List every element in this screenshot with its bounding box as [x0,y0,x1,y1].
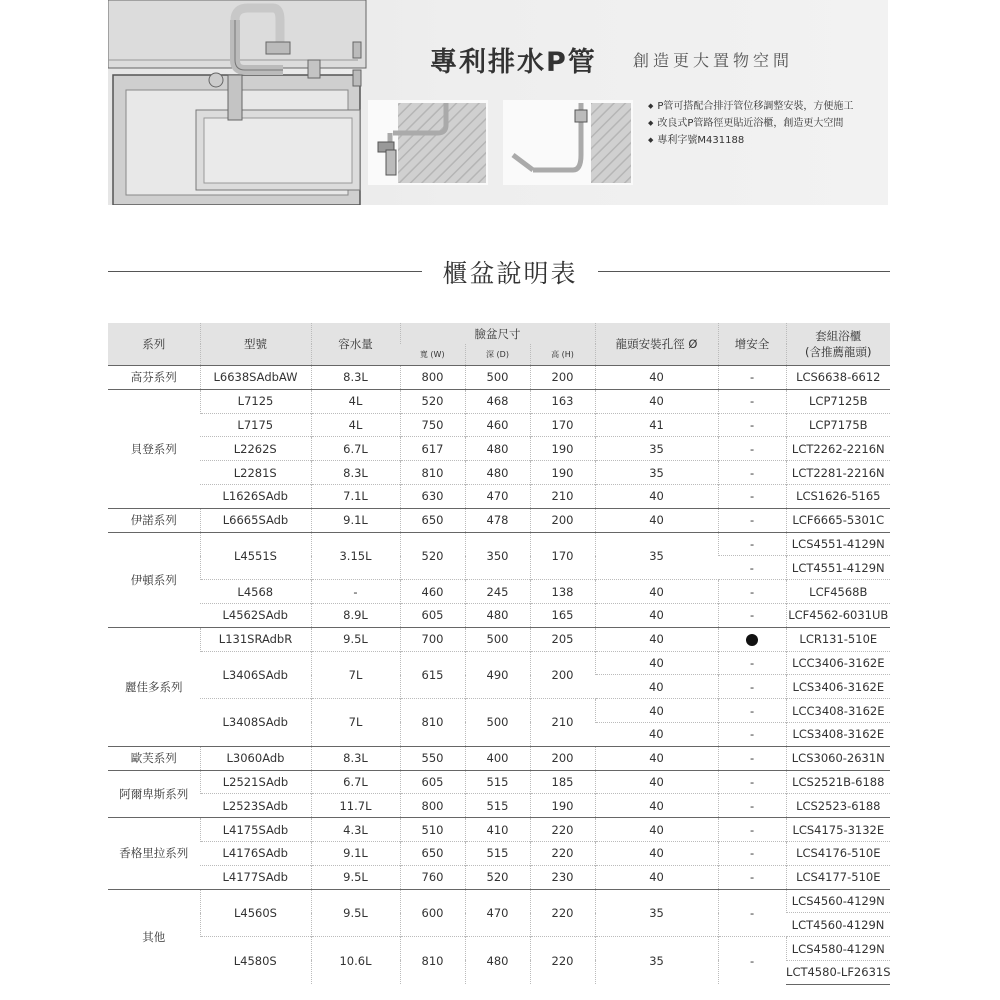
cell-faucet-hole: 41 [595,413,718,437]
cell-safety: - [718,937,786,985]
header-height: 高 (H) [530,344,595,366]
cell-width: 550 [400,746,465,770]
cell-capacity: 7L [311,699,400,747]
cell-height: 220 [530,818,595,842]
banner-title: 專利排水P管 [430,47,597,78]
cell-safety: - [718,437,786,461]
cell-model: L7125 [200,389,311,413]
header-series: 系列 [108,323,200,366]
cell-faucet-hole: 40 [595,794,718,818]
cell-model: L7175 [200,413,311,437]
cell-depth: 500 [465,627,530,651]
cell-series: 阿爾卑斯系列 [108,770,200,818]
cell-faucet-hole: 40 [595,366,718,390]
cell-faucet-hole: 40 [595,580,718,604]
table-row [108,937,890,961]
cell-width: 605 [400,603,465,627]
cell-model: L4568 [200,580,311,604]
cell-height: 220 [530,937,595,985]
table-row [108,389,890,413]
table-row [108,532,890,556]
cell-set: LCS6638-6612 [786,366,890,390]
cell-safety: - [718,508,786,532]
header-capacity: 容水量 [311,323,400,366]
cell-depth: 480 [465,437,530,461]
cell-capacity: 11.7L [311,794,400,818]
cell-depth: 470 [465,484,530,508]
table-row [108,508,890,532]
cell-faucet-hole: 40 [595,722,718,746]
cell-faucet-hole: 40 [595,651,718,675]
cell-safety: - [718,865,786,889]
cell-height: 190 [530,461,595,485]
cell-height: 190 [530,437,595,461]
cell-model: L4175SAdb [200,818,311,842]
cell-capacity: 9.5L [311,627,400,651]
cell-safety: - [718,366,786,390]
cell-height: 163 [530,389,595,413]
cell-model: L6665SAdb [200,508,311,532]
bullet-icon: ◆ [648,136,654,144]
cell-model: L2281S [200,461,311,485]
cell-depth: 500 [465,699,530,747]
cell-safety: - [718,413,786,437]
cell-faucet-hole: 40 [595,603,718,627]
cell-width: 800 [400,366,465,390]
cell-height: 200 [530,508,595,532]
cell-capacity: 9.5L [311,865,400,889]
table-row [108,484,890,508]
cell-series: 歐芙系列 [108,746,200,770]
table-row [108,603,890,627]
cell-set: LCT4551-4129N [786,556,890,580]
cell-width: 800 [400,794,465,818]
cell-depth: 515 [465,770,530,794]
cell-depth: 500 [465,366,530,390]
cell-safety: - [718,699,786,723]
cell-model: L2262S [200,437,311,461]
cell-set: LCC3406-3162E [786,651,890,675]
cell-capacity: 8.3L [311,746,400,770]
cell-set: LCS3406-3162E [786,675,890,699]
cell-width: 630 [400,484,465,508]
cell-width: 520 [400,389,465,413]
cell-width: 650 [400,508,465,532]
cell-height: 200 [530,746,595,770]
cell-width: 605 [400,770,465,794]
cell-set: LCF6665-5301C [786,508,890,532]
feature-item: ◆ 改良式P管路徑更貼近浴櫃，創造更大空間 [648,118,844,129]
cell-width: 460 [400,580,465,604]
product-banner [108,0,888,205]
cell-depth: 520 [465,865,530,889]
cell-model: L131SRAdbR [200,627,311,651]
cell-model: L4177SAdb [200,865,311,889]
cell-depth: 480 [465,603,530,627]
cell-faucet-hole: 40 [595,865,718,889]
cell-set: LCS4177-510E [786,865,890,889]
cell-safety: - [718,461,786,485]
cell-set: LCS4551-4129N [786,532,890,556]
cell-height: 165 [530,603,595,627]
table-row [108,580,890,604]
cell-model: L6638SAdbAW [200,366,311,390]
cell-safety: - [718,722,786,746]
cell-faucet-hole: 40 [595,627,718,651]
cell-set: LCT2262-2216N [786,437,890,461]
cell-faucet-hole: 35 [595,937,718,985]
cell-capacity: 9.1L [311,508,400,532]
cell-series: 麗佳多系列 [108,627,200,746]
p-trap-diagram-before [368,100,488,185]
cell-depth: 480 [465,461,530,485]
cell-capacity: 7.1L [311,484,400,508]
header-model: 型號 [200,323,311,366]
cell-capacity: 4L [311,389,400,413]
cell-capacity: 4.3L [311,818,400,842]
cell-capacity: 4L [311,413,400,437]
cell-series: 其他 [108,889,200,984]
cell-set: LCT2281-2216N [786,461,890,485]
cell-capacity: 6.7L [311,770,400,794]
header-set-note: (含推薦龍頭) [805,345,872,359]
table-row [108,627,890,651]
cell-set: LCS3060-2631N [786,746,890,770]
cell-width: 650 [400,841,465,865]
cell-model: L4551S [200,532,311,580]
cell-model: L1626SAdb [200,484,311,508]
cell-faucet-hole: 35 [595,889,718,937]
cell-depth: 490 [465,651,530,699]
cell-series: 高芬系列 [108,366,200,390]
cell-faucet-hole: 40 [595,818,718,842]
cell-height: 185 [530,770,595,794]
table-row [108,865,890,889]
cell-safety: - [718,532,786,556]
cell-safety: - [718,484,786,508]
cell-capacity: - [311,580,400,604]
cell-faucet-hole: 40 [595,770,718,794]
cell-set: LCR131-510E [786,627,890,651]
cell-capacity: 8.3L [311,366,400,390]
cell-safety: - [718,556,786,580]
cell-width: 617 [400,437,465,461]
cell-height: 138 [530,580,595,604]
cell-faucet-hole: 35 [595,437,718,461]
cell-set: LCF4562-6031UB [786,603,890,627]
cell-model: L4580S [200,937,311,985]
cell-height: 190 [530,794,595,818]
cell-set: LCS3408-3162E [786,722,890,746]
cell-width: 700 [400,627,465,651]
table-row [108,437,890,461]
feature-item: ◆ 專利字號M431188 [648,135,745,146]
cell-set: LCS4176-510E [786,841,890,865]
table-row [108,770,890,794]
cell-faucet-hole: 40 [595,675,718,699]
cell-height: 210 [530,699,595,747]
header-depth: 深 (D) [465,344,530,366]
cell-model: L3060Adb [200,746,311,770]
cell-safety [718,627,786,651]
cell-depth: 245 [465,580,530,604]
table-row [108,699,890,723]
table-row [108,461,890,485]
p-trap-diagram-after [503,100,633,185]
cell-safety: - [718,889,786,937]
feature-item: ◆ P管可搭配合排汙管位移調整安裝，方便施工 [648,101,854,112]
cell-safety: - [718,389,786,413]
cell-set: LCS4580-4129N [786,937,890,961]
cell-depth: 350 [465,532,530,580]
cell-set: LCS2523-6188 [786,794,890,818]
cell-model: L3408SAdb [200,699,311,747]
cell-depth: 470 [465,889,530,937]
cell-set: LCS2521B-6188 [786,770,890,794]
cell-width: 510 [400,818,465,842]
cell-width: 810 [400,937,465,985]
table-row [108,413,890,437]
table-row [108,889,890,913]
cell-series: 香格里拉系列 [108,818,200,889]
header-basin-size: 臉盆尺寸 [400,323,595,344]
cell-model: L2521SAdb [200,770,311,794]
cell-model: L4562SAdb [200,603,311,627]
cell-width: 520 [400,532,465,580]
cell-depth: 460 [465,413,530,437]
cell-faucet-hole: 40 [595,699,718,723]
cell-height: 220 [530,889,595,937]
cell-faucet-hole: 40 [595,484,718,508]
cell-capacity: 8.3L [311,461,400,485]
cell-model: L2523SAdb [200,794,311,818]
table-row [108,651,890,675]
cell-height: 170 [530,413,595,437]
table-row [108,818,890,842]
table-row [108,794,890,818]
cell-width: 615 [400,651,465,699]
cell-model: L4560S [200,889,311,937]
cell-set: LCP7125B [786,389,890,413]
cell-width: 810 [400,461,465,485]
cell-set: LCS1626-5165 [786,484,890,508]
header-faucet-hole: 龍頭安裝孔徑 Ø [595,323,718,366]
cell-height: 200 [530,366,595,390]
cell-depth: 410 [465,818,530,842]
cell-depth: 480 [465,937,530,985]
header-safety: 增安全 [718,323,786,366]
cell-capacity: 6.7L [311,437,400,461]
cell-safety: - [718,675,786,699]
cell-faucet-hole: 35 [595,532,718,580]
table-row [108,366,890,390]
cell-set: LCT4560-4129N [786,913,890,937]
cell-faucet-hole: 40 [595,389,718,413]
section-divider-left [108,271,422,272]
cell-height: 230 [530,865,595,889]
header-set-label: 套組浴櫃 [815,329,862,343]
header-width: 寬 (W) [400,344,465,366]
bullet-icon: ◆ [648,119,654,127]
cell-set: LCT4580-LF2631S [786,960,890,984]
cell-series: 伊諾系列 [108,508,200,532]
cell-faucet-hole: 40 [595,746,718,770]
cell-faucet-hole: 40 [595,508,718,532]
cell-height: 210 [530,484,595,508]
cabinet-p-trap-illustration [108,0,408,205]
cell-width: 600 [400,889,465,937]
cell-faucet-hole: 40 [595,841,718,865]
cell-safety: - [718,841,786,865]
banner-subtitle: 創造更大置物空間 [633,51,794,70]
cell-safety: - [718,770,786,794]
cell-width: 750 [400,413,465,437]
cell-set: LCF4568B [786,580,890,604]
cell-set: LCC3408-3162E [786,699,890,723]
section-title: 櫃盆說明表 [442,259,578,288]
cell-depth: 468 [465,389,530,413]
cell-safety: - [718,818,786,842]
table-row [108,841,890,865]
cell-depth: 515 [465,794,530,818]
cell-safety: - [718,580,786,604]
cell-height: 170 [530,532,595,580]
table-row [108,746,890,770]
feature-list [648,98,853,149]
cell-height: 200 [530,651,595,699]
cell-depth: 478 [465,508,530,532]
cell-depth: 515 [465,841,530,865]
cell-series: 伊頓系列 [108,532,200,627]
cell-capacity: 9.5L [311,889,400,937]
filled-circle-icon [746,634,758,646]
cell-set: LCP7175B [786,413,890,437]
cell-set: LCS4175-3132E [786,818,890,842]
cell-series: 貝登系列 [108,389,200,508]
cell-width: 760 [400,865,465,889]
cell-safety: - [718,651,786,675]
cell-safety: - [718,603,786,627]
cell-height: 220 [530,841,595,865]
cell-model: L3406SAdb [200,651,311,699]
cell-width: 810 [400,699,465,747]
cell-capacity: 8.9L [311,603,400,627]
cell-safety: - [718,746,786,770]
cell-model: L4176SAdb [200,841,311,865]
basin-spec-table [108,323,890,985]
cell-set: LCS4560-4129N [786,889,890,913]
cell-capacity: 9.1L [311,841,400,865]
header-set [786,323,890,366]
cell-capacity: 10.6L [311,937,400,985]
cell-faucet-hole: 35 [595,461,718,485]
bullet-icon: ◆ [648,102,654,110]
section-divider-right [598,271,890,272]
cell-height: 205 [530,627,595,651]
cell-safety: - [718,794,786,818]
cell-capacity: 7L [311,651,400,699]
cell-capacity: 3.15L [311,532,400,580]
cell-depth: 400 [465,746,530,770]
